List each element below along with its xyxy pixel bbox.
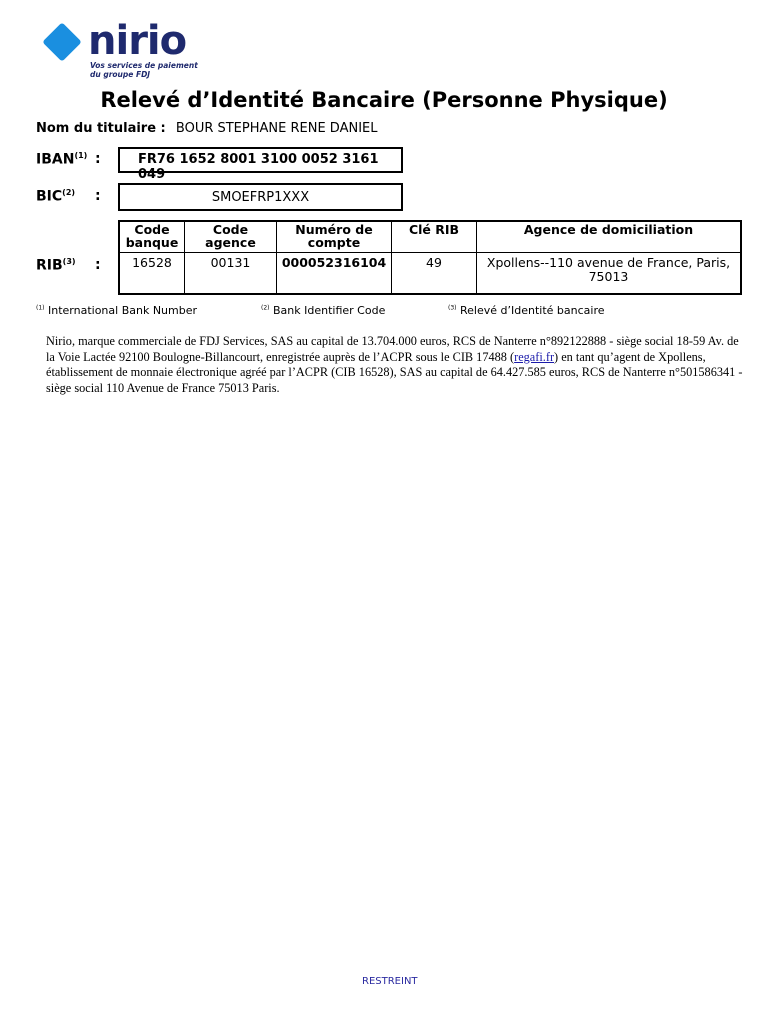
numero-compte: 000052316104	[277, 253, 392, 295]
classification-label: RESTREINT	[362, 976, 418, 987]
logo-tagline: Vos services de paiement du groupe FDJ	[90, 61, 198, 79]
rib-colon: :	[95, 257, 101, 273]
footnote-rib: $^{(3)}$ Relevé d’Identité bancaire	[448, 304, 605, 317]
holder-row	[36, 121, 378, 136]
regafi-link[interactable]: regafi.fr	[514, 349, 555, 364]
bic-label: BIC$^{(2)}$	[36, 188, 76, 205]
rib-table	[118, 220, 742, 295]
agence-domiciliation: Xpollens--110 avenue de France, Paris, 75013	[477, 253, 742, 295]
iban-value: FR76 1652 8001 3100 0052 3161 049	[118, 147, 403, 173]
nirio-logo	[44, 18, 204, 84]
rib-header-row	[119, 221, 741, 253]
footnote-bic: $^{(2)}$ Bank Identifier Code	[261, 304, 386, 317]
bic-colon: :	[95, 188, 101, 204]
diamond-icon	[42, 22, 82, 62]
cle-rib: 49	[392, 253, 477, 295]
header-code-agence: Code agence	[185, 221, 277, 253]
footnote-iban: $^{(1)}$ International Bank Number	[36, 304, 198, 317]
page-title: Relevé d’Identité Bancaire (Personne Physique)	[100, 88, 668, 112]
code-agence: 00131	[185, 253, 277, 295]
bic-value: SMOEFRP1XXX	[118, 183, 403, 211]
header-numero-compte: Numéro de compte	[277, 221, 392, 253]
header-agence-domiciliation: Agence de domiciliation	[477, 221, 742, 253]
rib-data-row	[119, 253, 741, 295]
legal-notice: Nirio, marque commerciale de FDJ Services, SAS au capital de 13.704.000 euros, RCS de Nanterre n°892122888 - siège social 18-59 Av. de la Voie Lactée 92100 Boulogne-Billancourt, enregistrée auprès de l’ACPR sous le CIB 17488 (regafi.fr) en tant qu’agent de Xpollens, établissement de monnaie électronique agréé par l’ACPR (CIB 16528), SAS au capital de 64.427.585 euros, RCS de Nanterre n°501586341 - siège social 110 Avenue de France 75013 Paris.	[46, 334, 743, 395]
iban-label: IBAN$^{(1)}$	[36, 151, 88, 168]
holder-label: Nom du titulaire :	[36, 121, 166, 136]
holder-name: BOUR STEPHANE RENE DANIEL	[175, 121, 378, 136]
iban-colon: :	[95, 151, 101, 167]
header-code-banque: Code banque	[119, 221, 185, 253]
rib-label: RIB$^{(3)}$	[36, 257, 76, 274]
code-banque: 16528	[119, 253, 185, 295]
logo-brand: nirio	[88, 18, 187, 64]
header-cle-rib: Clé RIB	[392, 221, 477, 253]
